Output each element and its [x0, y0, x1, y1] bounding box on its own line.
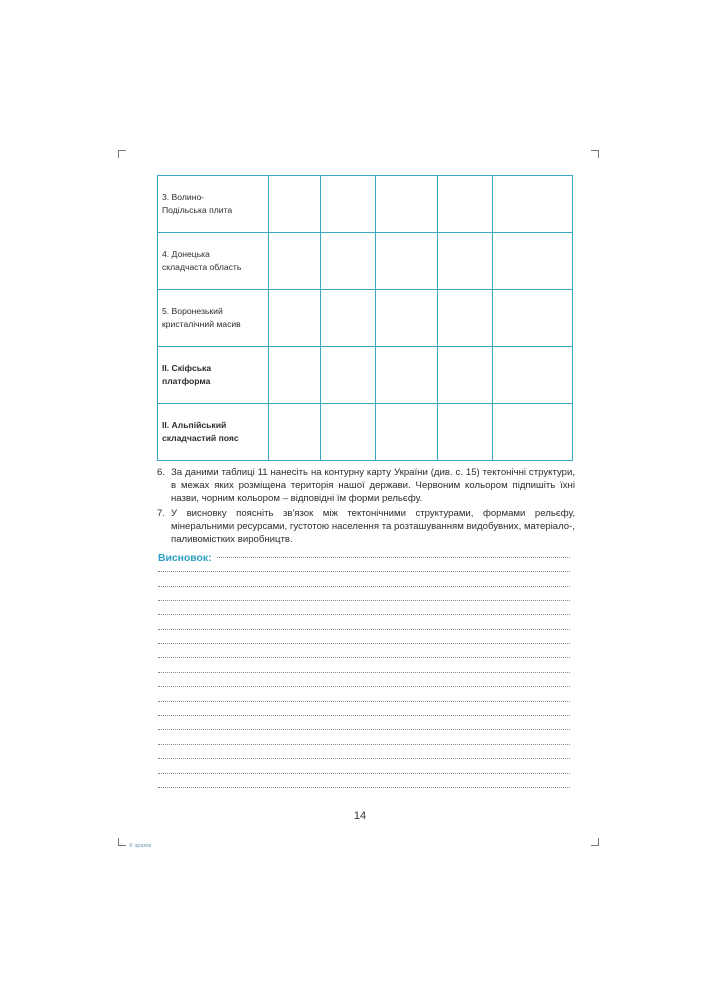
blank-cell[interactable] — [269, 404, 321, 461]
tectonic-table — [157, 175, 573, 461]
blank-cell[interactable] — [493, 233, 573, 290]
blank-cell[interactable] — [438, 233, 493, 290]
footer-note: © зразок — [129, 843, 152, 849]
answer-line[interactable] — [158, 586, 570, 587]
row-label: 3. Волино- Подільська плита — [158, 176, 269, 233]
blank-cell[interactable] — [269, 233, 321, 290]
blank-cell[interactable] — [376, 176, 438, 233]
answer-line[interactable] — [158, 715, 570, 716]
blank-cell[interactable] — [376, 347, 438, 404]
row-label: 5. Воронезький кристалічний масив — [158, 290, 269, 347]
blank-cell[interactable] — [321, 290, 376, 347]
task-number: 7. — [157, 508, 166, 519]
blank-cell[interactable] — [493, 290, 573, 347]
crop-mark-bottom-right — [591, 838, 599, 846]
task-7 — [157, 507, 575, 546]
answer-line[interactable] — [158, 672, 570, 673]
blank-cell[interactable] — [493, 404, 573, 461]
blank-cell[interactable] — [269, 347, 321, 404]
table-row — [158, 176, 573, 233]
crop-mark-bottom-left — [118, 838, 126, 846]
table-row — [158, 404, 573, 461]
blank-cell[interactable] — [438, 176, 493, 233]
answer-line[interactable] — [158, 571, 570, 572]
table-row — [158, 347, 573, 404]
answer-line[interactable] — [158, 643, 570, 644]
answer-line[interactable] — [158, 600, 570, 601]
crop-mark-top-right — [591, 150, 599, 158]
table-row — [158, 290, 573, 347]
blank-cell[interactable] — [376, 290, 438, 347]
answer-line[interactable] — [158, 629, 570, 630]
answer-line[interactable] — [158, 787, 570, 788]
row-label: ІІ. Альпійський складчастий пояс — [158, 404, 269, 461]
blank-cell[interactable] — [376, 404, 438, 461]
answer-line[interactable] — [158, 744, 570, 745]
blank-cell[interactable] — [438, 404, 493, 461]
blank-cell[interactable] — [438, 347, 493, 404]
blank-cell[interactable] — [321, 233, 376, 290]
blank-cell[interactable] — [493, 347, 573, 404]
blank-cell[interactable] — [376, 233, 438, 290]
answer-line[interactable] — [158, 686, 570, 687]
task-text: За даними таблиці 11 нанесіть на контурну карту України (див. с. 15) тектонічні структури, в межах яких розміщена територія нашої держави. Червоним кольором підпишіть їхні назви, чорним кольором – відповідні їм форми рельєфу. — [171, 467, 575, 504]
answer-line[interactable] — [158, 657, 570, 658]
table-row — [158, 233, 573, 290]
crop-mark-top-left — [118, 150, 126, 158]
blank-cell[interactable] — [438, 290, 493, 347]
blank-cell[interactable] — [321, 404, 376, 461]
answer-line[interactable] — [158, 758, 570, 759]
blank-cell[interactable] — [321, 176, 376, 233]
task-6 — [157, 466, 575, 505]
conclusion-label: Висновок: — [158, 553, 212, 564]
answer-line[interactable] — [158, 701, 570, 702]
row-label: ІІ. Скіфська платформа — [158, 347, 269, 404]
answer-line[interactable] — [158, 614, 570, 615]
answer-line[interactable] — [158, 773, 570, 774]
blank-cell[interactable] — [269, 290, 321, 347]
answer-line[interactable] — [158, 729, 570, 730]
page-number: 14 — [353, 810, 367, 822]
blank-cell[interactable] — [493, 176, 573, 233]
task-text: У висновку поясніть зв'язок між тектонічними структурами, формами рельєфу, мінеральними ресурсами, густотою населення та розташуванням видобувних, матеріало-, паливомістких виробництв. — [171, 508, 575, 545]
row-label: 4. Донецька складчаста область — [158, 233, 269, 290]
answer-line[interactable] — [217, 557, 570, 558]
blank-cell[interactable] — [321, 347, 376, 404]
task-number: 6. — [157, 467, 166, 478]
blank-cell[interactable] — [269, 176, 321, 233]
